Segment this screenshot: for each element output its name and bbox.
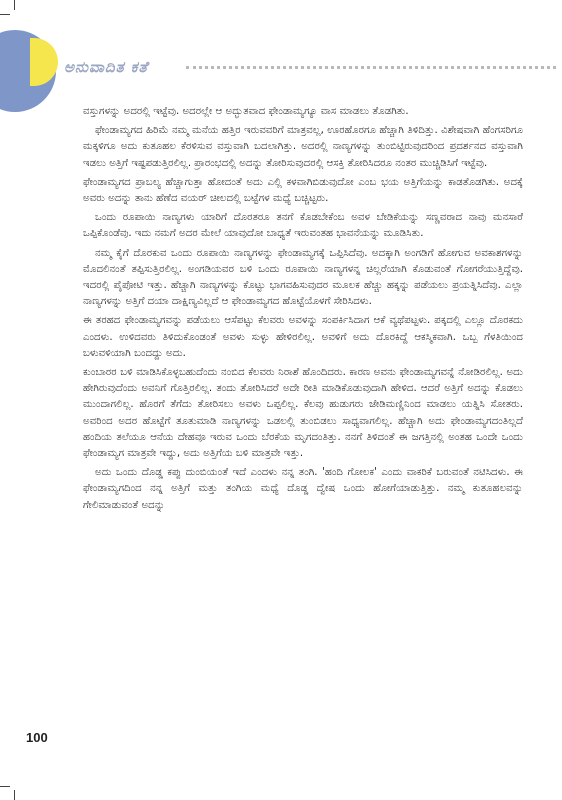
section-title: ಅನುವಾದಿತ ಕತೆ (64, 58, 149, 76)
crop-mark (14, 0, 15, 10)
page-number: 100 (26, 730, 48, 745)
header-dotted-rule (186, 66, 556, 69)
paragraph: ನಮ್ಮ ಕೈಗೆ ದೊರಕುವ ಒಂದು ರೂಪಾಯಿ ನಾಣ್ಯಗಳನ್ನು ಫೇಂಡಾಮ್ಯಗಕ್ಕೆ ಒಪ್ಪಿಸಿದೆವು. ಅದಕ್ಕಾಗಿ ಅಂಗಡಿಗೆ ಹೋಗುವ ಅವಕಾಶಗಳನ್ನು ಮೊದಲಿನಂತೆ ತಪ್ಪಿಸುತ್ತಿರಲಿಲ್ಲ. ಅಂಗಡಿಯವರ ಬಳಿ ಒಂದು ರೂಪಾಯಿ ನಾಣ್ಯಗಳನ್ನ ಚಿಲ್ಲರೆಯಾಗಿ ಕೊಡುವಂತೆ ಗೋಗರೆಯುತ್ತಿದ್ದೆವು. ಇದರಲ್ಲಿ ಪೈಪೋಟಿ ಇತ್ತು. ಹೆಚ್ಚಾಗಿ ನಾಣ್ಯಗಳನ್ನು ಕೊಟ್ಟು ಭಾಗವಹಿಸುವುದರ ಮೂಲಕ ಹೆಚ್ಚು ಹಕ್ಕನ್ನು ಪಡೆಯಲು ಪ್ರಯತ್ನಿಸಿದೆವು. ಎಲ್ಲಾ ನಾಣ್ಯಗಳನ್ನು ಅತ್ತಿಗೆ ದಯಾ ದಾಕ್ಷಿಣ್ಯವಿಲ್ಲದೆ ಆ ಫೇಂಡಾಮ್ಯಗದ ಹೊಟ್ಟೆಯೊಳಗೆ ಸೇರಿಸಿದಳು. (83, 247, 523, 308)
paragraph: ಅದು ಒಂದು ದೊಡ್ಡ ಕಪ್ಪು ದುಂಬಿಯಂತೆ ಇದೆ ಎಂದಳು ನನ್ನ ತಂಗಿ. 'ಹಂದಿ ಗೋಲಕ' ಎಂದು ವಾಕರಿಕೆ ಬರುವಂತೆ ನಟಿಸಿದಳು. ಈ ಫೇಂಡಾಮ್ಯಗದಿಂದ ನನ್ನ ಅತ್ತಿಗೆ ಮತ್ತು ತಂಗಿಯ ಮಧ್ಯೆ ದೊಡ್ಡ ದ್ವೇಷ ಒಂದು ಹೋಗೆಯಾಡುತ್ತಿತ್ತು. ನಮ್ಮ ಕುತೂಹಲವನ್ನು ಗೇಲಿಮಾಡುವಂತೆ ಅದನ್ನು (83, 467, 523, 511)
crop-mark (14, 790, 15, 800)
paragraph: ವಸ್ತುಗಳನ್ನು ಅದರಲ್ಲಿ ಇಟ್ಟೆವು. ಅದರಲ್ಲೇ ಆ ಅದ್ಭುತವಾದ ಫೇಂಡಾಮ್ಯಗ್ಯೂ ವಾಸ ಮಾಡಲು ತೊಡಗಿತು. (83, 106, 409, 117)
paragraph: ಫೇಂಡಾಮ್ಯಗದ ಪ್ರಾಬಲ್ಯ ಹೆಚ್ಚಾಗುತ್ತಾ ಹೋದಂತೆ ಅದು ಎಲ್ಲಿ ಕಳವಾಗಿಬಿಡುವುದೋ ಎಂಬ ಭಯ ಅತ್ತಿಗೆಯನ್ನು ಕಾಡತೊಡಗಿತು. ಅದಕ್ಕೆ ಅವರು ಅದನ್ನು ತಾನು ಹೆಣೆದ ವಯರ್ ಚೀಲದಲ್ಲಿ ಬಟ್ಟೆಗಳ ಮಧ್ಯೆ ಬಚ್ಚಿಟ್ಟರು. (83, 176, 523, 205)
paragraph: ಕುಂಬಾರರ ಬಳಿ ಮಾಡಿಸಿಕೊಳ್ಳಬಹುದೆಂದು ನಂಬಿದ ಕೆಲವರು ನಿರಾಶೆ ಹೊಂದಿದರು. ಕಾರಣ ಅವನು ಫೇಂಡಾಮ್ಯಗವನ್ನೆ ನೋಡಿರಲಿಲ್ಲ. ಅದು ಹೇಗಿರುವುದೆಂದು ಅವನಿಗೆ ಗೊತ್ತಿರಲಿಲ್ಲ. ತಂದು ತೋರಿಸಿದರೆ ಅದೇ ರೀತಿ ಮಾಡಿಕೊಡುವುದಾಗಿ ಹೇಳಿದ. ಆದರೆ ಅತ್ತಿಗೆ ಅದನ್ನು ಕೊಡಲು ಮುಂದಾಗಲಿಲ್ಲ. ಹೊರಗೆ ತೆಗೆದು ತೋರಿಸಲು ಅವಳು ಒಪ್ಪಲಿಲ್ಲ. ಕೆಲವು ಹುಡುಗರು ಜೇಡಿಮಣ್ಣಿನಿಂದ ಮಾಡಲು ಯತ್ನಿಸಿ ಸೋತರು. ಅವರಿಂದ ಅದರ ಹೊಟ್ಟೆಗೆ ತೂತುಮಾಡಿ ನಾಣ್ಯಗಳನ್ನು ಒಡಲಲ್ಲಿ ತುಂಬಿಡಲು ಸಾಧ್ಯವಾಗಲಿಲ್ಲ. ಹೆಚ್ಚಾಗಿ ಅದು ಫೇಂಡಾಮ್ಯಗದಂತಿಲ್ಲದೆ ಹಂದಿಯ ತಲೆಯೂ ಆನೆಯ ದೇಹವೂ ಇರುವ ಒಂದು ಬೆರಕೆಯ ಮೃಗದಂತಿತ್ತು. ನನಗೆ ತಿಳಿದಂತೆ ಈ ಜಗತ್ತಿನಲ್ಲಿ ಅಂತಹ ಒಂದೇ ಒಂದು ಫೇಂಡಾಮ್ಯಗ ಮಾತ್ರವೇ ಇದ್ದು, ಅದು ಅತ್ತಿಗೆಯ ಬಳಿ ಮಾತ್ರವೇ ಇತ್ತು. (83, 367, 523, 460)
crop-mark (0, 14, 10, 15)
paragraph: ಈ ತರಹದ ಫೇಂಡಾಮ್ಯಗವನ್ನು ಪಡೆಯಲು ಆಸೆಪಟ್ಟು ಕೆಲವರು ಅವಳನ್ನು ಸಂಪರ್ಕಿಸಿದಾಗ ಆಕೆ ವ್ಯಥೆಪಟ್ಟಳು. ಪಕ್ಕದಲ್ಲಿ ಎಲ್ಲೂ ದೊರಕದು ಎಂದಳು. ಉಳಿದವರು ತಿಳಿದುಕೊಂಡಂತೆ ಅವಳು ಸುಳ್ಳು ಹೇಳಿರಲಿಲ್ಲ. ಅವಳಿಗೆ ಅದು ದೊರಕಿದ್ದೆ ಆಕಸ್ಮಿಕವಾಗಿ. ಒಬ್ಬ ಗೆಳತಿಯಿಂದ ಬಳುವಳಿಯಾಗಿ ಬಂದದ್ದು ಅದು. (83, 315, 523, 359)
paragraph: ಒಂದು ರೂಪಾಯಿ ನಾಣ್ಯಗಳು ಯಾರಿಗೆ ದೊರತರೂ ತನಗೆ ಕೊಡಬೇಕೆಂಬ ಅವಳ ಬೇಡಿಕೆಯನ್ನು ಸಣ್ಣವರಾದ ನಾವು ಮನಸಾರೆ ಒಪ್ಪಿಕೊಂಡೆವು. ಇದು ನಮಗೆ ಅದರ ಮೇಲೆ ಯಾವುದೋ ಬಾಧ್ಯತೆ ಇರುವಂತಹ ಭಾವನೆಯನ್ನು ಮೂಡಿಸಿತು. (83, 212, 523, 240)
paragraph: ಫೇಂಡಾಮ್ಯಗದ ಹಿರಿಮೆ ನಮ್ಮ ಮನೆಯ ಹತ್ತಿರ ಇರುವವರಿಗೆ ಮಾತ್ರವಲ್ಲ, ಊರಹೊರಗೂ ಹೆಚ್ಚಾಗಿ ತಿಳಿದಿತ್ತು. ವಿಶೇಷವಾಗಿ ಹೆಂಗಸರಿಗೂ ಮಕ್ಕಳಿಗೂ ಅದು ಕುತೂಹಲ ಕೆರಳಿಸುವ ವಸ್ತುವಾಗಿ ಬದಲಾಗಿತ್ತು. ಅದರಲ್ಲಿ ನಾಣ್ಯಗಳನ್ನು ತುಂಬಿಟ್ಟಿರುವುದರಿಂದ ಪ್ರದರ್ಶನದ ವಸ್ತುವಾಗಿ ಇಡಲು ಅತ್ತಿಗೆ ಇಷ್ಟಪಡುತ್ತಿರಲಿಲ್ಲ. ಪ್ರಾರಂಭದಲ್ಲಿ ಅದನ್ನು ತೋರಿಸುವುದರಲ್ಲಿ ಆಸಕ್ತಿ ತೋರಿಸಿದರೂ ನಂತರ ಮುಚ್ಚಿಡಿಸಿಗೆ ಇಟ್ಟೆವು. (83, 125, 523, 169)
story-body (83, 104, 523, 517)
crop-mark (0, 786, 10, 787)
